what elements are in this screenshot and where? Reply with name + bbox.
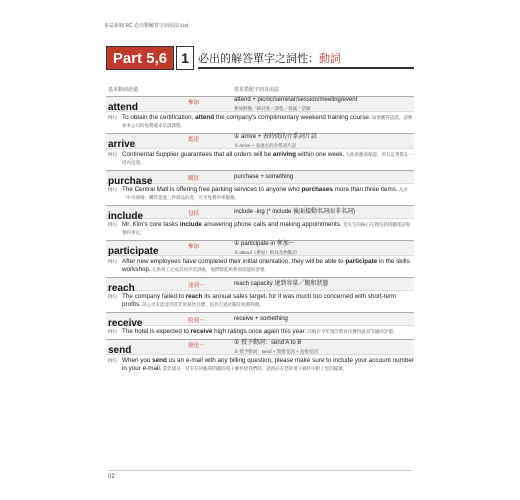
vocab-word: reach <box>108 283 135 294</box>
usage-sub: ② arrive + 表地方的介系詞片語 <box>234 142 297 148</box>
vocab-word: purchase <box>108 176 153 187</box>
word-meaning: 參加 <box>188 244 200 250</box>
example-translation: 如欲獲得認證，請參加本公司的免費週末培訓課程。 <box>122 115 413 128</box>
usage-main: attend + picnic/seminar/session/meeting/event <box>234 97 358 103</box>
example-label: 例句 <box>108 115 117 120</box>
example-sentence <box>106 293 414 309</box>
example-translation: 該飯店今年預計將再次獲得最高等級的評價。 <box>306 329 398 334</box>
col-head-left: 基本動詞語彙 <box>108 87 139 93</box>
word-row <box>106 277 414 294</box>
example-sentence <box>106 328 414 336</box>
word-meaning: 參加 <box>188 100 200 106</box>
vocab-entry <box>106 240 414 274</box>
vocab-entry <box>106 277 414 309</box>
part-label: Part 5,6 <box>106 46 174 70</box>
example-text-pre: After new employees have completed their initial orientation, they will be able to <box>122 258 346 265</box>
word-row <box>106 312 414 329</box>
vocab-word: include <box>108 211 144 222</box>
vocab-word: arrive <box>108 139 136 150</box>
word-row <box>106 240 414 256</box>
example-text-pre: The company failed to <box>122 293 186 300</box>
example-label: 例句 <box>108 294 117 299</box>
usage-main: reach capacity 達到容量／飽和狀態 <box>234 281 329 287</box>
usage-main: purchase + something <box>234 174 294 180</box>
example-label: 例句 <box>108 358 117 363</box>
example-label: 例句 <box>108 329 117 334</box>
vocab-entry <box>106 312 414 336</box>
running-head: 多益新制 RC 必出類解答字詞用法 List <box>104 23 189 29</box>
example-translation: 大陸供應商保證，所有訂貨將在一周內送達。 <box>122 152 414 165</box>
book-page <box>100 18 420 488</box>
example-keyword: arriving <box>272 151 296 158</box>
example-label: 例句 <box>108 152 117 157</box>
vocab-list <box>106 96 414 376</box>
usage-main: include -ing (* include 後面接動名詞而非名詞) <box>234 209 356 215</box>
example-sentence <box>106 221 414 237</box>
example-text-post: in the skills workshop. <box>122 258 410 273</box>
word-meaning: 達到～ <box>188 283 205 289</box>
usage-note <box>234 174 293 182</box>
example-sentence <box>106 151 414 167</box>
example-label: 例句 <box>108 187 117 192</box>
vocab-entry <box>106 339 414 373</box>
example-keyword: send <box>152 357 167 364</box>
word-meaning: 購買 <box>188 176 200 182</box>
footer-divider <box>108 470 412 471</box>
example-keyword: receive <box>190 328 213 335</box>
section-header <box>106 46 414 72</box>
usage-note <box>234 209 355 217</box>
vocab-word: attend <box>108 102 138 113</box>
example-text-post: within one week. <box>295 151 345 158</box>
example-sentence <box>106 258 414 274</box>
usage-note <box>234 241 297 256</box>
word-row <box>106 205 414 222</box>
example-translation: 凡於「中央商場」購買超過三件商品的者，可享免費停車服務。 <box>122 187 408 200</box>
usage-main: ① participate in 參加～ <box>234 241 295 247</box>
usage-note <box>234 97 357 112</box>
word-row <box>106 133 414 149</box>
example-text-post: its annual sales target, for it was much too concerned with short-term profits. <box>122 293 397 308</box>
example-keyword: attend <box>195 114 215 121</box>
word-meaning: 包括 <box>188 211 200 217</box>
usage-note <box>234 340 318 355</box>
example-text-post: answering phone calls and making appointments. <box>201 221 342 228</box>
title-prefix: 必出的解答單字之詞性： <box>198 53 319 65</box>
example-sentence <box>106 186 414 202</box>
word-meaning: 發送～ <box>188 343 205 349</box>
vocab-word: send <box>108 345 132 356</box>
col-head-right: 常見搭配字詞及用法 <box>234 87 280 93</box>
vocab-entry <box>106 133 414 167</box>
example-text-post: the company's complimentary weekend training course. <box>214 114 371 121</box>
usage-main: ① 授予動詞：send A to B <box>234 340 302 346</box>
example-text-pre: The hotel is expected to <box>122 328 191 335</box>
usage-main: ① arrive + 表時間的介系詞片語 <box>234 134 317 140</box>
word-row <box>106 339 414 355</box>
example-translation: 金先生的核心任務包括接聽電話和預約事宜。 <box>122 222 411 235</box>
word-meaning: 抵達 <box>188 137 200 143</box>
example-text-pre: When you <box>122 357 153 364</box>
example-keyword: purchases <box>301 186 333 193</box>
title-highlight: 動詞 <box>319 53 341 65</box>
example-text-post: us an e-mail with any billing question, please make sure to include your account number in your e-mail. <box>122 357 414 372</box>
example-keyword: reach <box>185 293 203 300</box>
example-translation: 在新員工完成其初步培訓後，他們將能夠參與技能研習會。 <box>150 267 269 272</box>
example-translation: 該公司未能達到其年度銷售目標，因為它過於關注短期利潤。 <box>140 302 264 307</box>
example-text-pre: The Central Mall is offering free parking services to anyone who <box>122 186 302 193</box>
vocab-entry <box>106 205 414 237</box>
usage-main: receive + something <box>234 316 288 322</box>
example-sentence <box>106 357 414 373</box>
usage-sub: ② attend（參加）則為及物動詞 <box>234 249 297 255</box>
word-meaning: 收到～ <box>188 318 205 324</box>
example-label: 例句 <box>108 259 117 264</box>
page-number: 02 <box>108 474 115 480</box>
vocab-word: participate <box>108 246 159 257</box>
usage-sub: ② 授予動詞：send + 間接受詞 + 直接受詞 <box>234 348 318 354</box>
example-translation: 當您發送一封有任何帳單問題的電子郵件給我們時，請務必在您的電子郵件中附上您的帳號。 <box>161 366 348 371</box>
vocab-entry <box>106 96 414 130</box>
usage-note <box>234 281 328 289</box>
word-row <box>106 170 414 187</box>
example-sentence <box>106 114 414 130</box>
example-label: 例句 <box>108 222 117 227</box>
word-row <box>106 96 414 112</box>
example-keyword: participate <box>345 258 378 265</box>
title-underline <box>198 67 414 69</box>
section-number: 1 <box>176 46 194 70</box>
usage-note <box>234 316 288 324</box>
example-text-post: high ratings once again this year. <box>212 328 307 335</box>
vocab-word: receive <box>108 318 143 329</box>
usage-note <box>234 134 317 149</box>
example-text-pre: To obtain the certification, <box>122 114 196 121</box>
example-text-pre: Continental Supplier guarantees that all orders will be <box>122 151 273 158</box>
usage-sub: 參加野餐／研討會／課程／會議／活動 <box>234 105 311 111</box>
example-text-post: more than three items. <box>332 186 398 193</box>
example-keyword: include <box>179 221 202 228</box>
example-text-pre: Mr. Kim's core tasks <box>122 221 180 228</box>
vocab-entry <box>106 170 414 202</box>
section-title <box>198 50 341 66</box>
